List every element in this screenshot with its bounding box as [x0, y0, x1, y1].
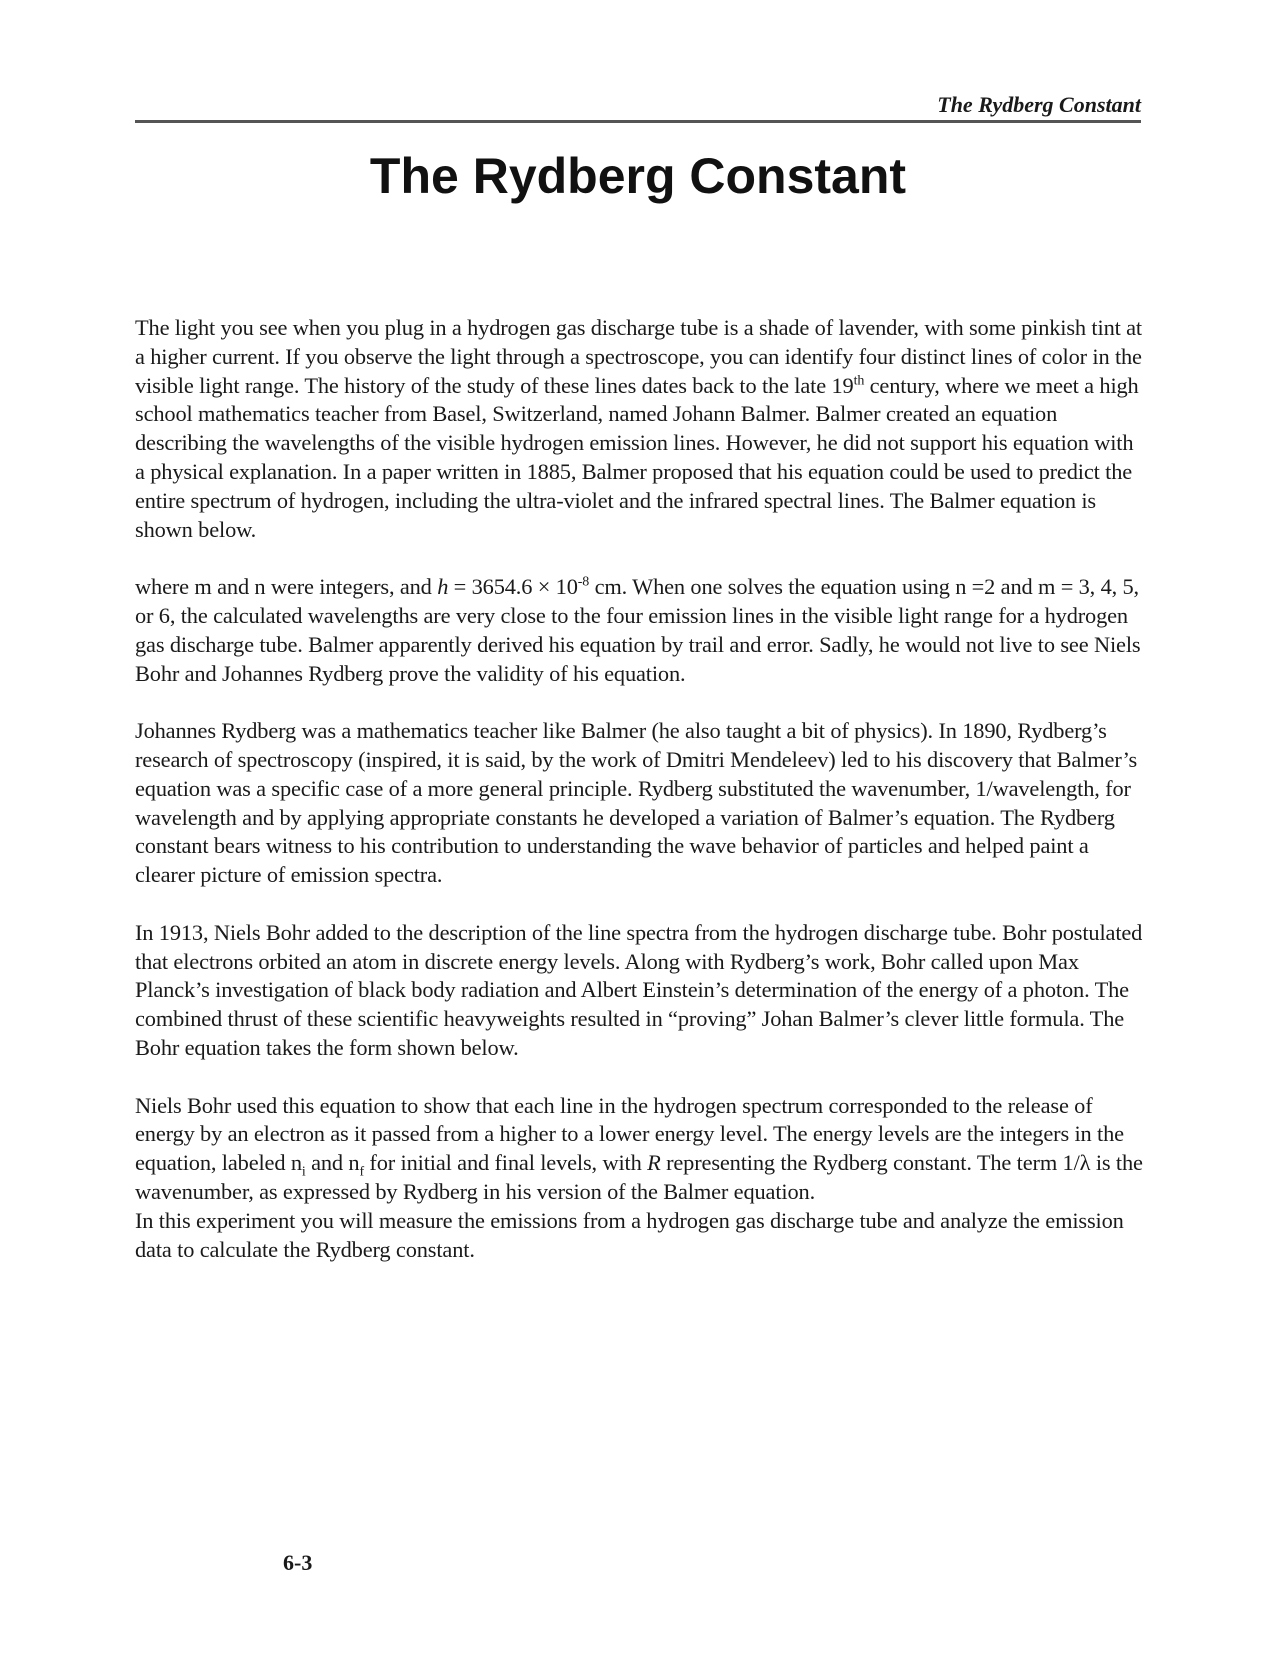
page-title: The Rydberg Constant	[369, 148, 907, 204]
paragraph-bohr-eq-text-c: for initial and final levels, with	[363, 1150, 648, 1176]
symbol-r: R	[647, 1150, 661, 1176]
subscript-i: i	[301, 1164, 306, 1180]
paragraph-experiment: In this experiment you will measure the emissions from a hydrogen gas discharge tube and analyze the emission data to calculate the Rydberg constant.	[135, 1207, 1124, 1262]
paragraph-bohr-eq-text-d: representing the Rydberg constant. The term 1/λ is the wavenumber, as expressed by Rydberg in his version of the Balmer equation.	[135, 1150, 1143, 1204]
paragraph-intro	[135, 314, 1145, 544]
paragraph-intro-tail: century, where we meet a high school mathematics teacher from Basel, Switzerland, named Johann Balmer. Balmer created an equation describing the wavelengths of the visible hydrogen emission lines. However, he did not support his equation with a physical explanation. In a paper written in 1885, Balmer proposed that his equation could be used to predict the entire spectrum of hydrogen, including the ultra-violet and the infrared spectral lines. The Balmer equation is shown below.	[135, 372, 1139, 542]
paragraph-intro-text: The light you see when you plug in a hydrogen gas discharge tube is a shade of lavender, with some pinkish tint at a higher current. If you observe the light through a spectroscope, you can identify four distinct lines of color in the visible light range. The history of the study of these lines dates back to the late 19	[135, 315, 1142, 398]
paragraph-balmer-text-c: cm. When one solves the equation using n =2 and m = 3, 4, 5, or 6, the calculated wavelengths are very close to the four emission lines in the visible light range for a hydrogen gas discharge tube. Balmer apparently derived his equation by trail and error. Sadly, he would not live to see Niels Bohr and Johannes Rydberg prove the validity of his equation.	[135, 574, 1141, 686]
paragraph-bohr-eq-text-a: Niels Bohr used this equation to show that each line in the hydrogen spectrum corresponded to the release of energy by an electron as it passed from a higher to a lower energy level. The energy levels are the integers in the equation, labeled n	[135, 1092, 1124, 1176]
paragraph-balmer-text-b: = 3654.6 × 10	[448, 574, 578, 600]
paragraph-balmer-constant	[135, 573, 1145, 688]
body-text	[135, 314, 1145, 1264]
paragraph-bohr-equation	[135, 1092, 1145, 1207]
page-number: 6-3	[283, 1550, 313, 1575]
running-header: The Rydberg Constant	[937, 92, 1141, 117]
superscript-th: th	[853, 373, 865, 389]
symbol-h: h	[437, 574, 449, 600]
exponent: -8	[577, 574, 590, 590]
paragraph-rydberg: Johannes Rydberg was a mathematics teacher like Balmer (he also taught a bit of physics). In 1890, Rydberg’s research of spectroscopy (inspired, it is said, by the work of Dmitri Mendeleev) led to his discovery that Balmer’s equation was a specific case of a more general principle. Rydberg substituted the wavenumber, 1/wavelength, for wavelength and by applying appropriate constants he developed a variation of Balmer’s equation. The Rydberg constant bears witness to his contribution to understanding the wave behavior of particles and helped paint a clearer picture of emission spectra.	[135, 718, 1138, 888]
paragraph-bohr-eq-text-b: and n	[305, 1150, 360, 1176]
header-rule	[135, 120, 1141, 123]
paragraph-balmer-text-a: where m and n were integers, and	[135, 574, 438, 600]
paragraph-bohr: In 1913, Niels Bohr added to the description of the line spectra from the hydrogen discharge tube. Bohr postulated that electrons orbited an atom in discrete energy levels. Along with Rydberg’s work, Bohr called upon Max Planck’s investigation of black body radiation and Albert Einstein’s determination of the energy of a photon. The combined thrust of these scientific heavyweights resulted in “proving” Johan Balmer’s clever little formula. The Bohr equation takes the form shown below.	[135, 919, 1143, 1060]
subscript-f: f	[359, 1164, 364, 1180]
